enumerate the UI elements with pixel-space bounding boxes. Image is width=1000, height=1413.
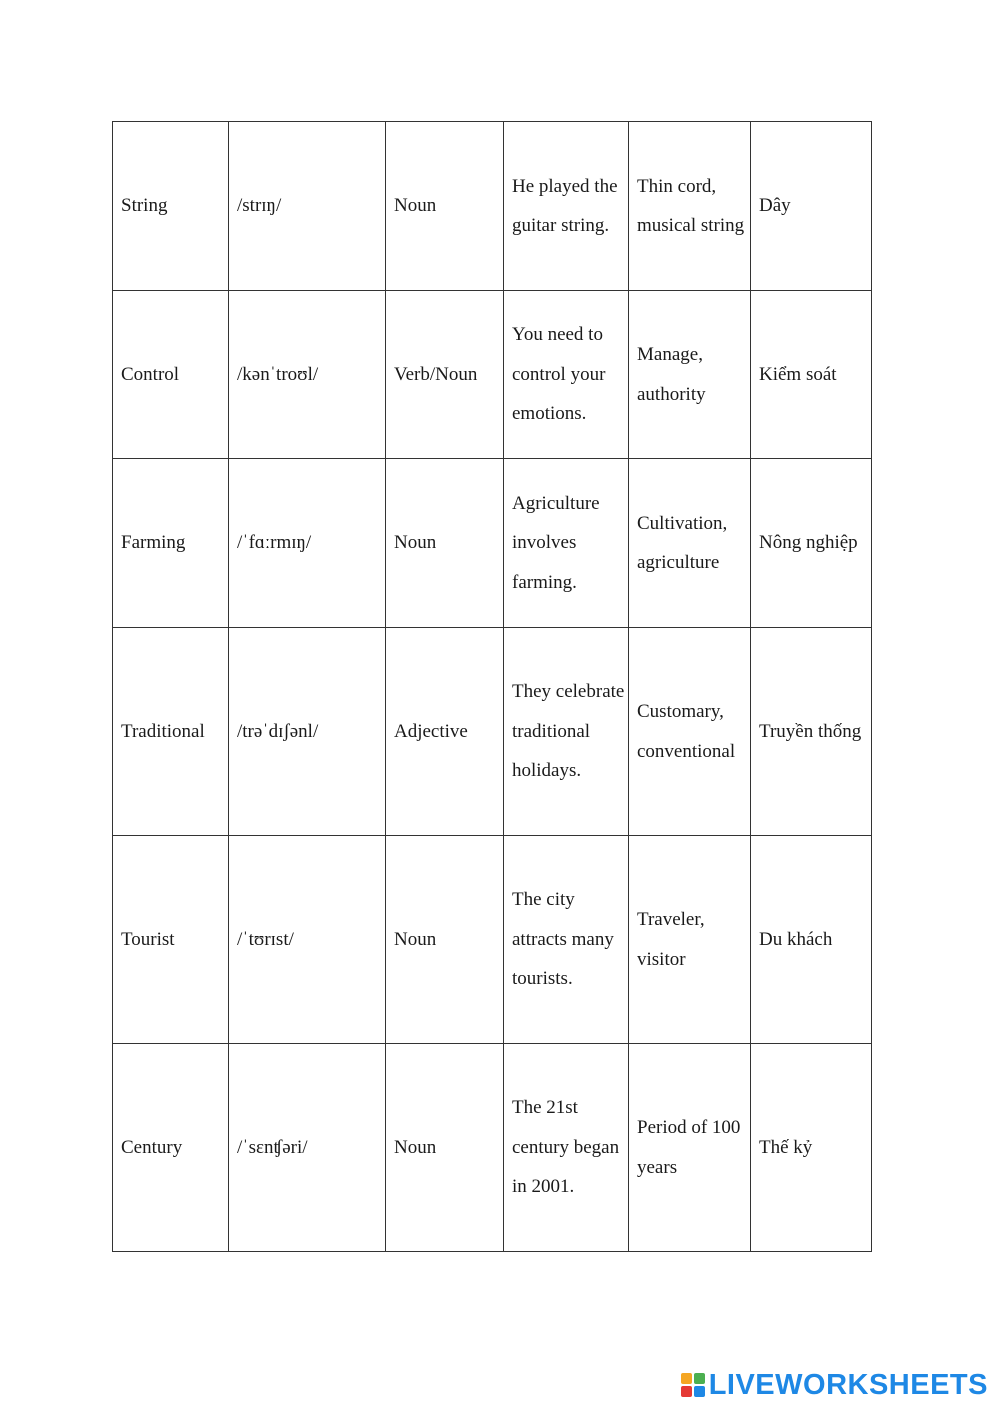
part-of-speech-cell: Adjective [386,628,504,836]
synonyms-cell: Manage, authority [629,291,751,459]
table-row [113,291,872,459]
vietnamese-cell: Du khách [751,836,872,1044]
synonyms-cell: Thin cord, musical string [629,122,751,291]
word-cell: Tourist [113,836,229,1044]
ipa-cell: /ˈfɑːrmɪŋ/ [229,459,386,628]
table-row [113,628,872,836]
word-cell: Century [113,1044,229,1252]
vietnamese-cell: Truyền thống [751,628,872,836]
part-of-speech-cell: Noun [386,122,504,291]
vocabulary-table [112,121,872,1252]
mark-square-orange [681,1373,692,1384]
word-cell: Control [113,291,229,459]
mark-square-red [681,1386,692,1397]
ipa-cell: /ˈsɛnʧəri/ [229,1044,386,1252]
word-cell: Farming [113,459,229,628]
table-row [113,1044,872,1252]
mark-square-green [694,1373,705,1384]
ipa-cell: /kənˈtroʊl/ [229,291,386,459]
synonyms-cell: Period of 100 years [629,1044,751,1252]
mark-square-blue [694,1386,705,1397]
synonyms-cell: Cultivation, agriculture [629,459,751,628]
ipa-cell: /strɪŋ/ [229,122,386,291]
example-cell: Agriculture involves farming. [504,459,629,628]
part-of-speech-cell: Verb/Noun [386,291,504,459]
example-cell: He played the guitar string. [504,122,629,291]
word-cell: Traditional [113,628,229,836]
liveworksheets-logo-text: LIVEWORKSHEETS [708,1368,988,1401]
vietnamese-cell: Dây [751,122,872,291]
table-row [113,122,872,291]
example-cell: The 21st century began in 2001. [504,1044,629,1252]
table-row [113,459,872,628]
table-row [113,836,872,1044]
ipa-cell: /trəˈdɪʃənl/ [229,628,386,836]
part-of-speech-cell: Noun [386,836,504,1044]
liveworksheets-mark-icon [681,1373,705,1397]
vietnamese-cell: Thế kỷ [751,1044,872,1252]
ipa-cell: /ˈtʊrɪst/ [229,836,386,1044]
word-cell: String [113,122,229,291]
synonyms-cell: Customary, conventional [629,628,751,836]
vietnamese-cell: Nông nghiệp [751,459,872,628]
part-of-speech-cell: Noun [386,459,504,628]
vietnamese-cell: Kiểm soát [751,291,872,459]
part-of-speech-cell: Noun [386,1044,504,1252]
liveworksheets-logo [681,1367,988,1403]
example-cell: They celebrate traditional holidays. [504,628,629,836]
example-cell: You need to control your emotions. [504,291,629,459]
synonyms-cell: Traveler, visitor [629,836,751,1044]
example-cell: The city attracts many tourists. [504,836,629,1044]
